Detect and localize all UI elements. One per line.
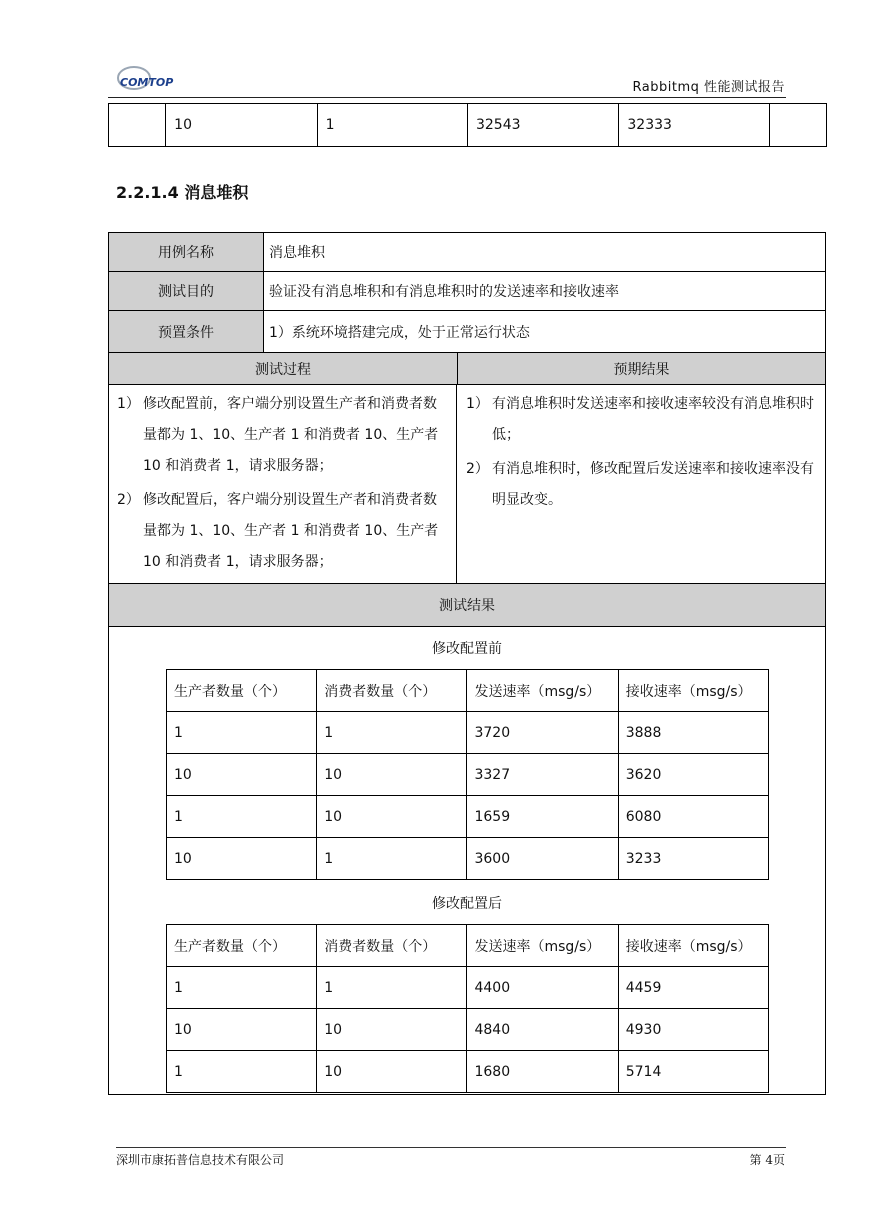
column-header: 生产者数量（个） — [167, 925, 317, 967]
table-cell: 3327 — [467, 754, 618, 796]
footer-divider — [116, 1147, 786, 1148]
table-row — [167, 754, 769, 796]
table-header-row — [167, 925, 769, 967]
footer-company: 深圳市康拓普信息技术有限公司 — [116, 1153, 285, 1167]
table-cell: 1 — [167, 967, 317, 1009]
table-cell: 32543 — [467, 104, 618, 147]
process-step — [109, 389, 448, 482]
precondition-value: 1）系统环境搭建完成，处于正常运行状态 — [269, 324, 530, 341]
table-row — [167, 967, 769, 1009]
process-header-row — [109, 353, 825, 385]
column-header: 发送速率（msg/s） — [467, 925, 618, 967]
step-text: 修改配置前，客户端分别设置生产者和消费者数量都为 1、10、生产者 1 和消费者 10、生产者 10 和消费者 1，请求服务器； — [143, 396, 439, 474]
section-heading: 2.2.1.4 消息堆积 — [116, 183, 249, 202]
results-after-table — [166, 924, 769, 1093]
table-cell: 1 — [167, 712, 317, 754]
table-cell: 10 — [167, 754, 317, 796]
step-number: 2） — [117, 492, 140, 508]
table-row — [167, 712, 769, 754]
table-cell: 10 — [166, 104, 317, 147]
column-header: 生产者数量（个） — [167, 670, 317, 712]
column-header: 接收速率（msg/s） — [618, 670, 768, 712]
table-row — [167, 838, 769, 880]
table-cell: 3233 — [618, 838, 768, 880]
step-text: 有消息堆积时发送速率和接收速率较没有消息堆积时低； — [492, 396, 814, 443]
table-cell: 6080 — [618, 796, 768, 838]
process-header: 测试过程 — [109, 353, 458, 384]
table-cell: 1 — [167, 796, 317, 838]
case-name-label: 用例名称 — [109, 233, 264, 271]
purpose-label: 测试目的 — [109, 272, 264, 310]
table-cell: 10 — [317, 1051, 467, 1093]
table-cell: 32333 — [619, 104, 769, 147]
expected-step — [458, 389, 817, 451]
column-header: 消费者数量（个） — [317, 925, 467, 967]
before-caption: 修改配置前 — [432, 641, 502, 657]
table-cell: 3720 — [467, 712, 618, 754]
process-content-row — [109, 385, 825, 584]
table-cell: 1680 — [467, 1051, 618, 1093]
table-cell — [769, 104, 826, 147]
table-row — [167, 796, 769, 838]
table-cell: 3620 — [618, 754, 768, 796]
table-cell: 4459 — [618, 967, 768, 1009]
table-cell: 10 — [167, 838, 317, 880]
after-caption: 修改配置后 — [432, 896, 502, 912]
purpose-value: 验证没有消息堆积和有消息堆积时的发送速率和接收速率 — [269, 284, 619, 300]
expected-steps — [458, 385, 825, 583]
table-row — [167, 1051, 769, 1093]
table-cell: 10 — [167, 1009, 317, 1051]
column-header: 消费者数量（个） — [317, 670, 467, 712]
process-step — [109, 485, 448, 578]
table-cell: 4930 — [618, 1009, 768, 1051]
case-name-row — [109, 233, 825, 272]
table-cell: 10 — [317, 1009, 467, 1051]
continued-table — [108, 103, 827, 147]
expected-step — [458, 454, 817, 516]
table-cell: 5714 — [618, 1051, 768, 1093]
table-cell: 1 — [167, 1051, 317, 1093]
column-header: 发送速率（msg/s） — [467, 670, 618, 712]
table-cell: 4840 — [467, 1009, 618, 1051]
table-cell: 3888 — [618, 712, 768, 754]
expected-header: 预期结果 — [613, 361, 670, 378]
table-cell: 1 — [317, 838, 467, 880]
precondition-row — [109, 311, 825, 353]
test-case-table — [108, 232, 826, 1095]
header-title: Rabbitmq 性能测试报告 — [632, 80, 785, 95]
column-header: 接收速率（msg/s） — [618, 925, 768, 967]
step-text: 修改配置后，客户端分别设置生产者和消费者数量都为 1、10、生产者 1 和消费者 10、生产者 10 和消费者 1，请求服务器； — [143, 492, 439, 570]
table-cell: 3600 — [467, 838, 618, 880]
comtop-logo — [116, 64, 178, 92]
table-cell: 1 — [317, 104, 467, 147]
step-number: 2） — [466, 461, 489, 477]
table-cell: 1 — [317, 967, 467, 1009]
header-divider — [108, 97, 786, 98]
precondition-label: 预置条件 — [109, 311, 264, 352]
table-cell: 4400 — [467, 967, 618, 1009]
page-number: 第 4页 — [749, 1153, 785, 1167]
table-row — [109, 104, 827, 147]
table-cell — [109, 104, 166, 147]
table-cell: 1659 — [467, 796, 618, 838]
step-number: 1） — [117, 396, 140, 412]
table-cell: 1 — [317, 712, 467, 754]
table-cell: 10 — [317, 796, 467, 838]
step-text: 有消息堆积时，修改配置后发送速率和接收速率没有明显改变。 — [492, 461, 814, 508]
step-number: 1） — [466, 396, 489, 412]
results-before-table — [166, 669, 769, 880]
logo-text: COMTOP — [120, 76, 174, 89]
table-row — [167, 1009, 769, 1051]
table-header-row — [167, 670, 769, 712]
table-cell: 10 — [317, 754, 467, 796]
case-name-value: 消息堆积 — [269, 245, 325, 261]
process-steps — [109, 385, 457, 583]
results-header: 测试结果 — [109, 584, 825, 627]
purpose-row — [109, 272, 825, 311]
